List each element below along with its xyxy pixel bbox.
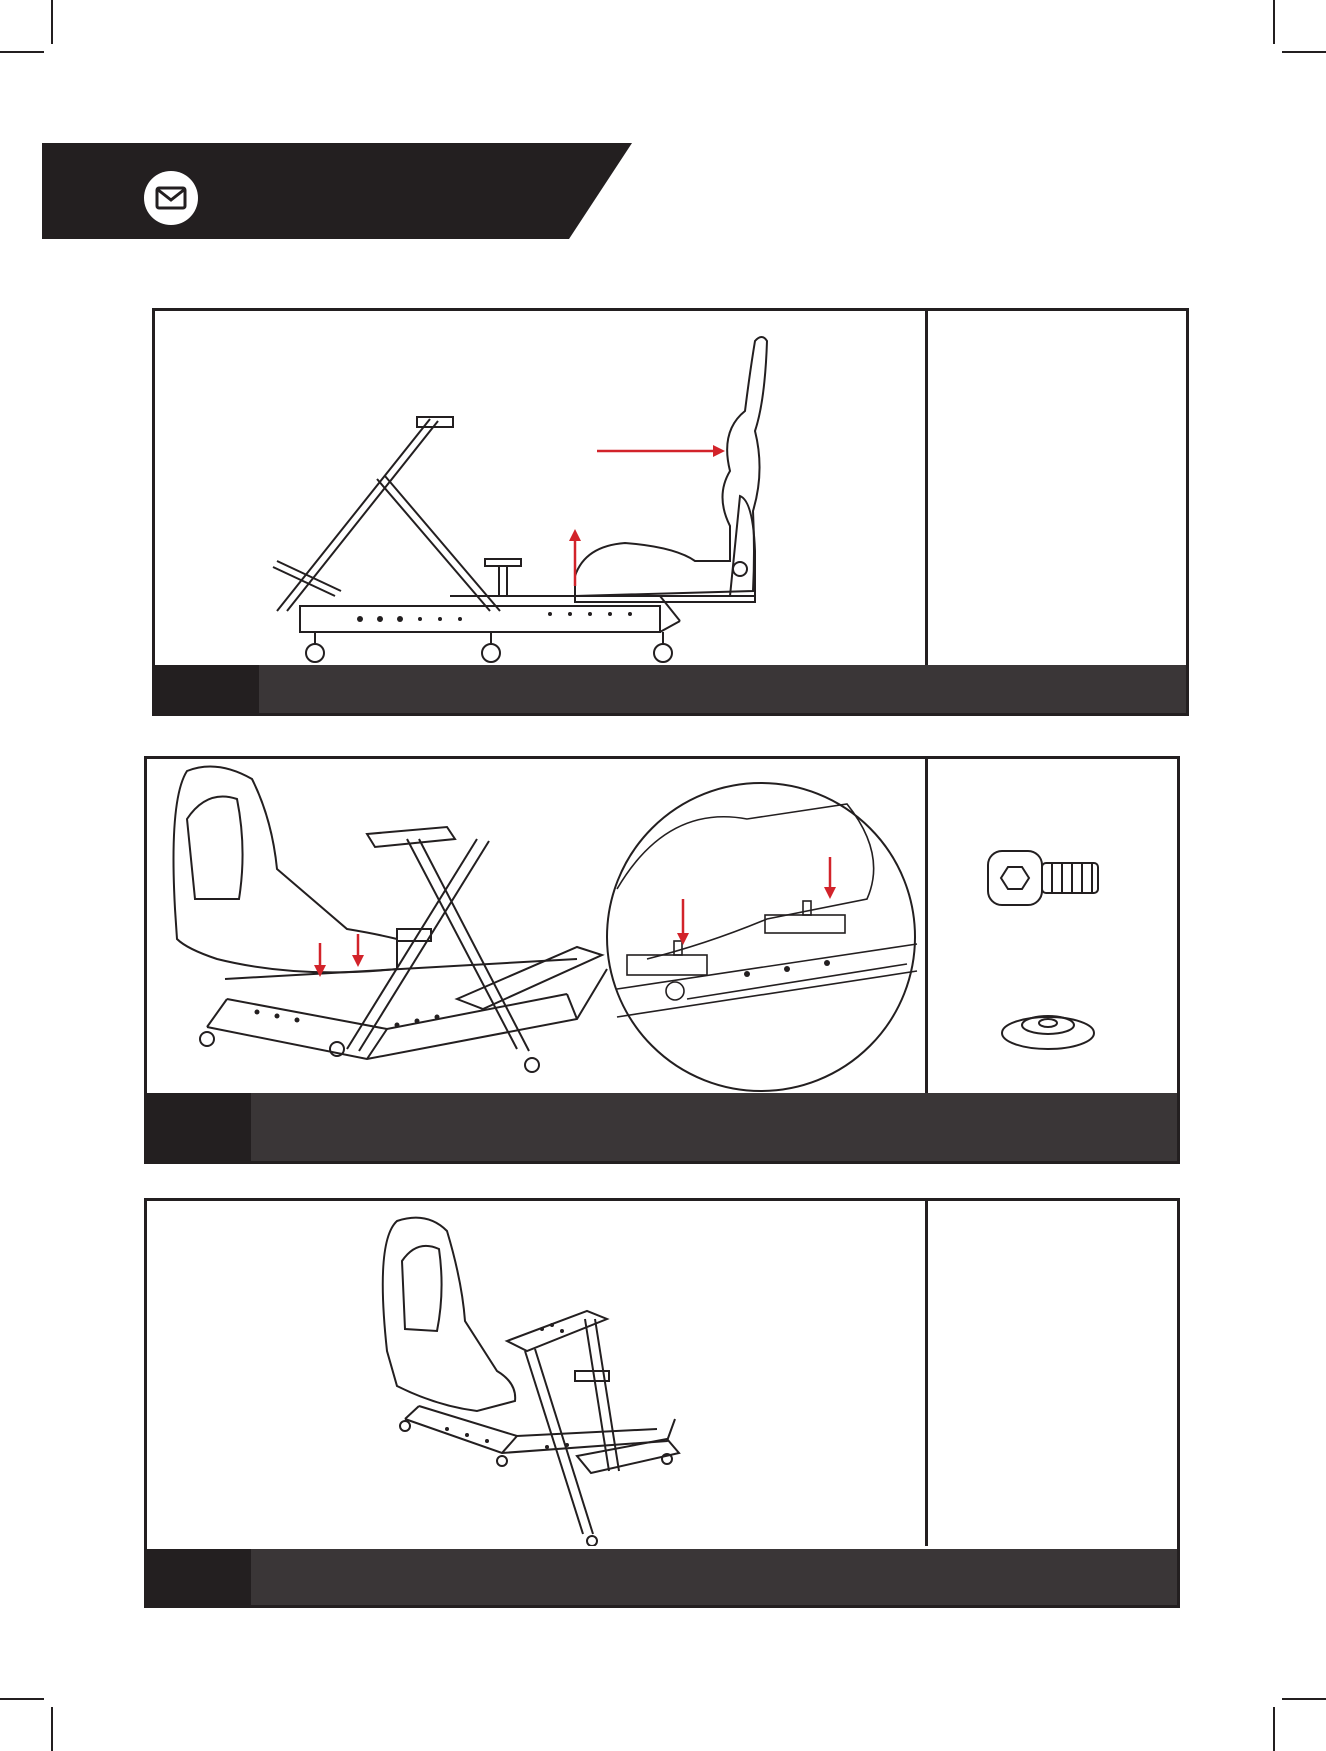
- mail-icon: [144, 171, 198, 225]
- crop-mark: [1282, 51, 1326, 53]
- step-3-parts: [928, 1201, 1180, 1546]
- crop-mark: [1273, 1707, 1275, 1751]
- step-2-panel: [144, 756, 1180, 1164]
- step-3-illustration: [147, 1201, 925, 1546]
- crop-mark: [1273, 0, 1275, 44]
- crop-mark: [51, 1707, 53, 1751]
- step-number-cell: [147, 1549, 251, 1605]
- step-2-parts: [928, 759, 1180, 1096]
- step-caption: [271, 1549, 1157, 1605]
- step-1-illustration: [155, 311, 925, 666]
- crop-mark: [1282, 1698, 1326, 1700]
- step-number-cell: [155, 665, 259, 713]
- washer-icon: [1002, 1016, 1094, 1049]
- crop-mark: [0, 51, 44, 53]
- step-1-parts: [928, 311, 1186, 666]
- step-2-illustration: [147, 759, 925, 1096]
- hex-socket-bolt-icon: [988, 851, 1098, 905]
- step-caption: [279, 665, 1166, 713]
- header-band: [42, 143, 632, 239]
- step-caption: [271, 1093, 1157, 1161]
- step-number-cell: [147, 1093, 251, 1161]
- crop-mark: [0, 1698, 44, 1700]
- step-3-caption-bar: [147, 1549, 1177, 1605]
- step-2-caption-bar: [147, 1093, 1177, 1161]
- crop-mark: [51, 0, 53, 44]
- step-1-panel: [152, 308, 1189, 716]
- step-3-panel: [144, 1198, 1180, 1608]
- step-1-caption-bar: [155, 665, 1186, 713]
